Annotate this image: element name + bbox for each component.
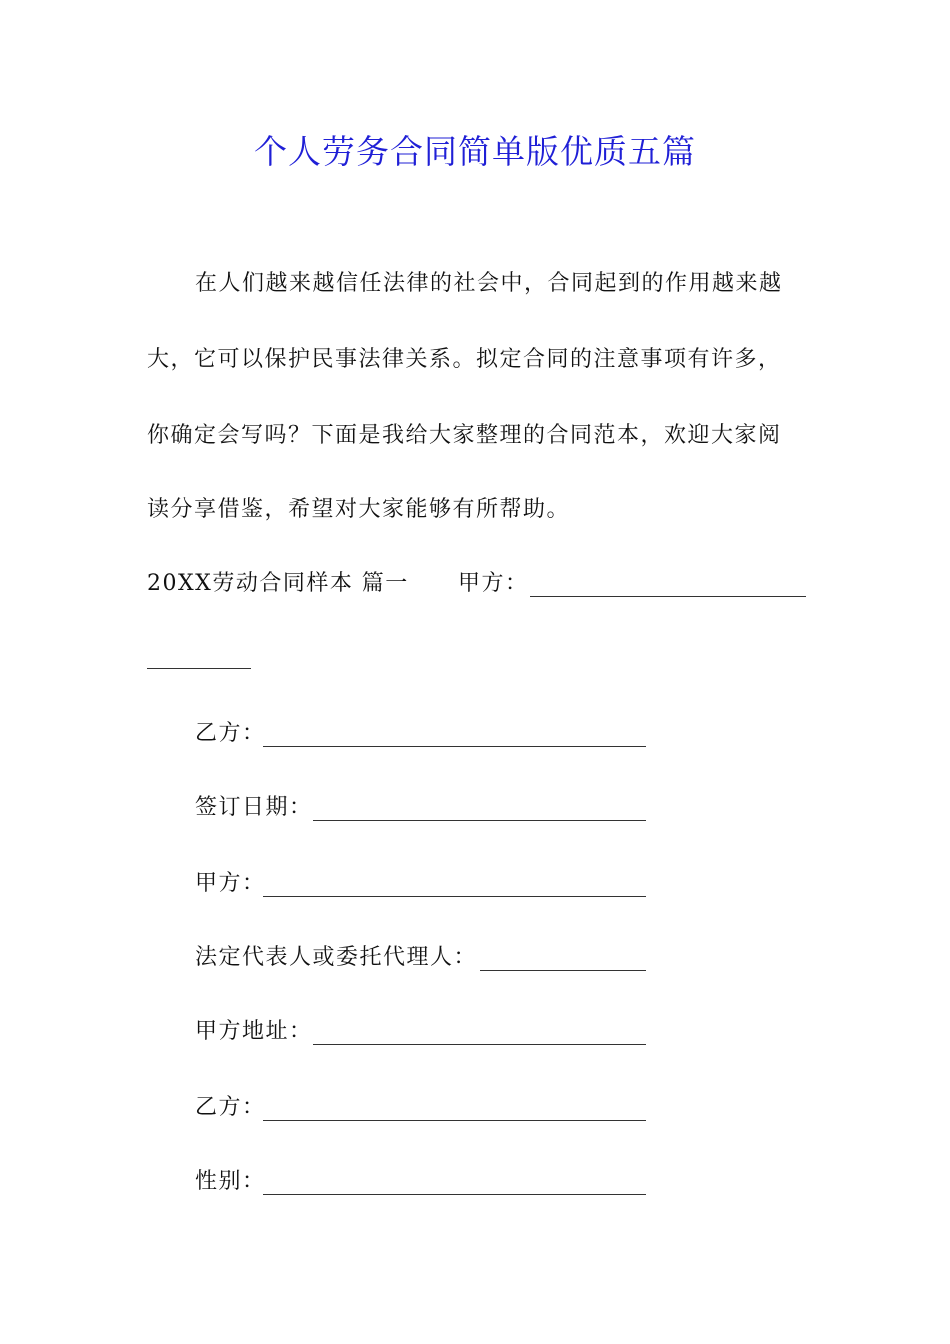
field-label-party-b: 乙方： [195, 721, 266, 746]
party-a-label: 甲方： [458, 571, 529, 596]
document-title: 个人劳务合同简单版优质五篇 [254, 132, 696, 171]
field-label-sign-date: 签订日期： [195, 795, 313, 820]
intro-line-1: 在人们越来越信任法律的社会中，合同起到的作用越来越 [195, 271, 783, 296]
field-label-party-a: 甲方： [195, 871, 266, 896]
field-blank-party-b-2 [263, 1120, 646, 1121]
field-label-legal-rep: 法定代表人或委托代理人： [195, 945, 478, 970]
field-blank-sign-date [313, 820, 646, 821]
field-blank-party-a-address [313, 1044, 646, 1045]
party-a-blank-continuation [147, 668, 251, 669]
intro-line-3: 你确定会写吗？下面是我给大家整理的合同范本，欢迎大家阅 [147, 423, 782, 448]
section-heading: 20XX劳动合同样本 篇一 [147, 571, 409, 596]
intro-line-4: 读分享借鉴，希望对大家能够有所帮助。 [147, 497, 571, 522]
field-blank-party-b [263, 746, 646, 747]
field-label-party-b-2: 乙方： [195, 1095, 266, 1120]
field-blank-party-a [263, 896, 646, 897]
field-blank-legal-rep [480, 970, 646, 971]
party-a-blank-line [530, 596, 806, 597]
field-label-party-a-address: 甲方地址： [195, 1019, 313, 1044]
field-blank-gender [263, 1194, 646, 1195]
intro-line-2: 大，它可以保护民事法律关系。拟定合同的注意事项有许多， [147, 347, 782, 372]
field-label-gender: 性别： [195, 1169, 266, 1194]
